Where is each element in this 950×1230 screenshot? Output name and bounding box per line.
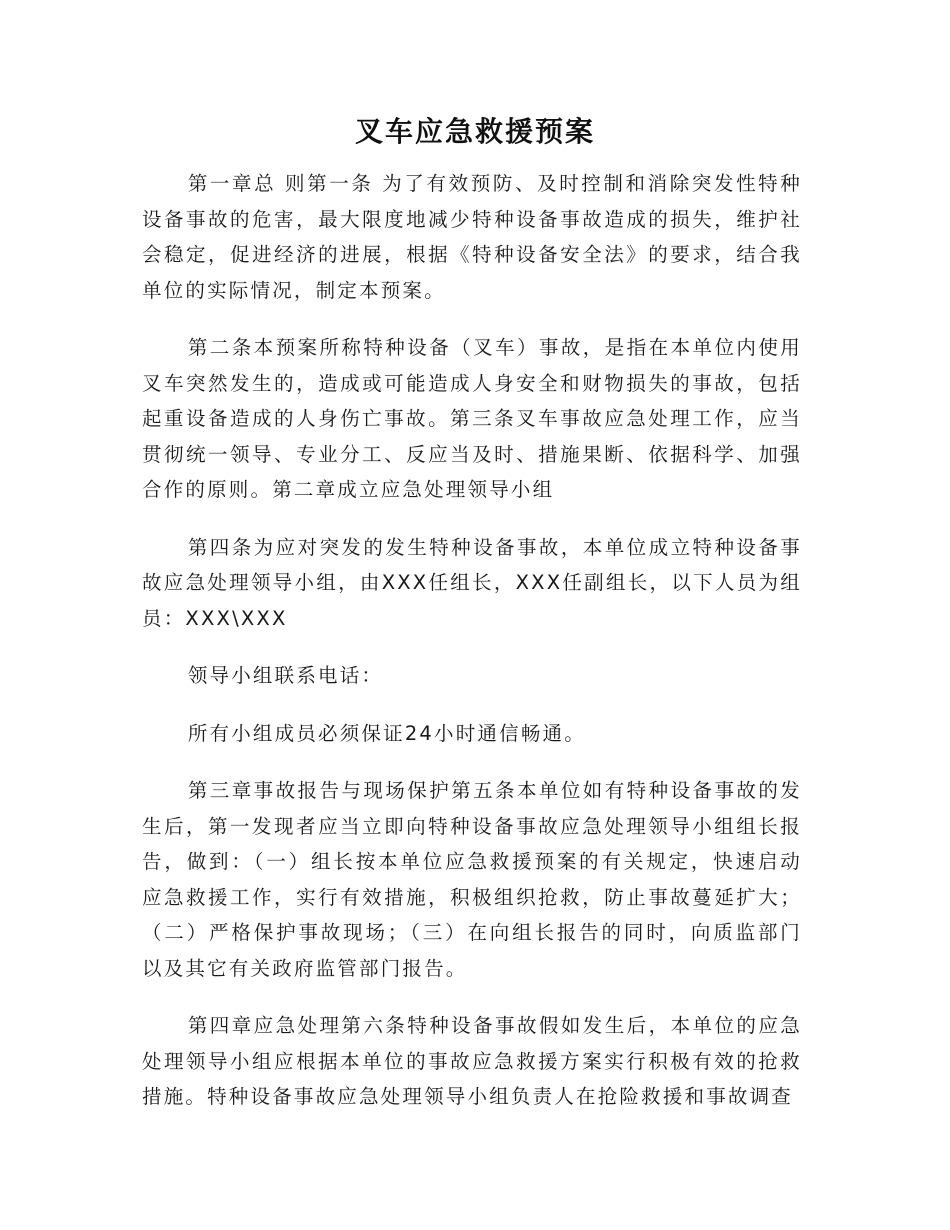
document-title: 叉车应急救援预案 (354, 115, 595, 148)
paragraph-article-four: 第四条为应对突发的发生特种设备事故，本单位成立特种设备事故应急处理领导小组，由XXX任组长，XXX任副组长，以下人员为组员：XXX\XXX (142, 535, 802, 630)
paragraph-chapter-four: 第四章应急处理第六条特种设备事故假如发生后，本单位的应急处理领导小组应根据本单位的事故应急救援方案实行积极有效的抢救措施。特种设备事故应急处理领导小组负责人在抢险救援和事故调查 (142, 1014, 802, 1108)
paragraph-communication: 所有小组成员必须保证24小时通信畅通。 (187, 721, 586, 745)
paragraph-contact-phone: 领导小组联系电话： (187, 664, 384, 687)
paragraph-chapter-one: 第一章总 则第一条 为了有效预防、及时控制和消除突发性特种设备事故的危害，最大限度地减少特种设备事故造成的损失，维护社会稳定，促进经济的进展，根据《特种设备安全法》的要求，结合我单位的实际情况，制定本预案。 (142, 172, 802, 302)
document-body (142, 166, 802, 1137)
paragraph-article-two: 第二条本预案所称特种设备（叉车）事故，是指在本单位内使用叉车突然发生的，造成或可能造成人身安全和财物损失的事故，包括起重设备造成的人身伤亡事故。第三条叉车事故应急处理工作，应当贯彻统一领导、专业分工、反应当及时、措施果断、依据科学、加强合作的原则。第二章成立应急处理领导小组 (142, 336, 802, 501)
paragraph-chapter-three: 第三章事故报告与现场保护第五条本单位如有特种设备事故的发生后，第一发现者应当立即向特种设备事故应急处理领导小组组长报告，做到：（一）组长按本单位应急救援预案的有关规定，快速启动应急救援工作，实行有效措施，积极组织抢救，防止事故蔓延扩大；（二）严格保护事故现场；（三）在向组长报告的同时，向质监部门以及其它有关政府监管部门报告。 (142, 779, 802, 980)
